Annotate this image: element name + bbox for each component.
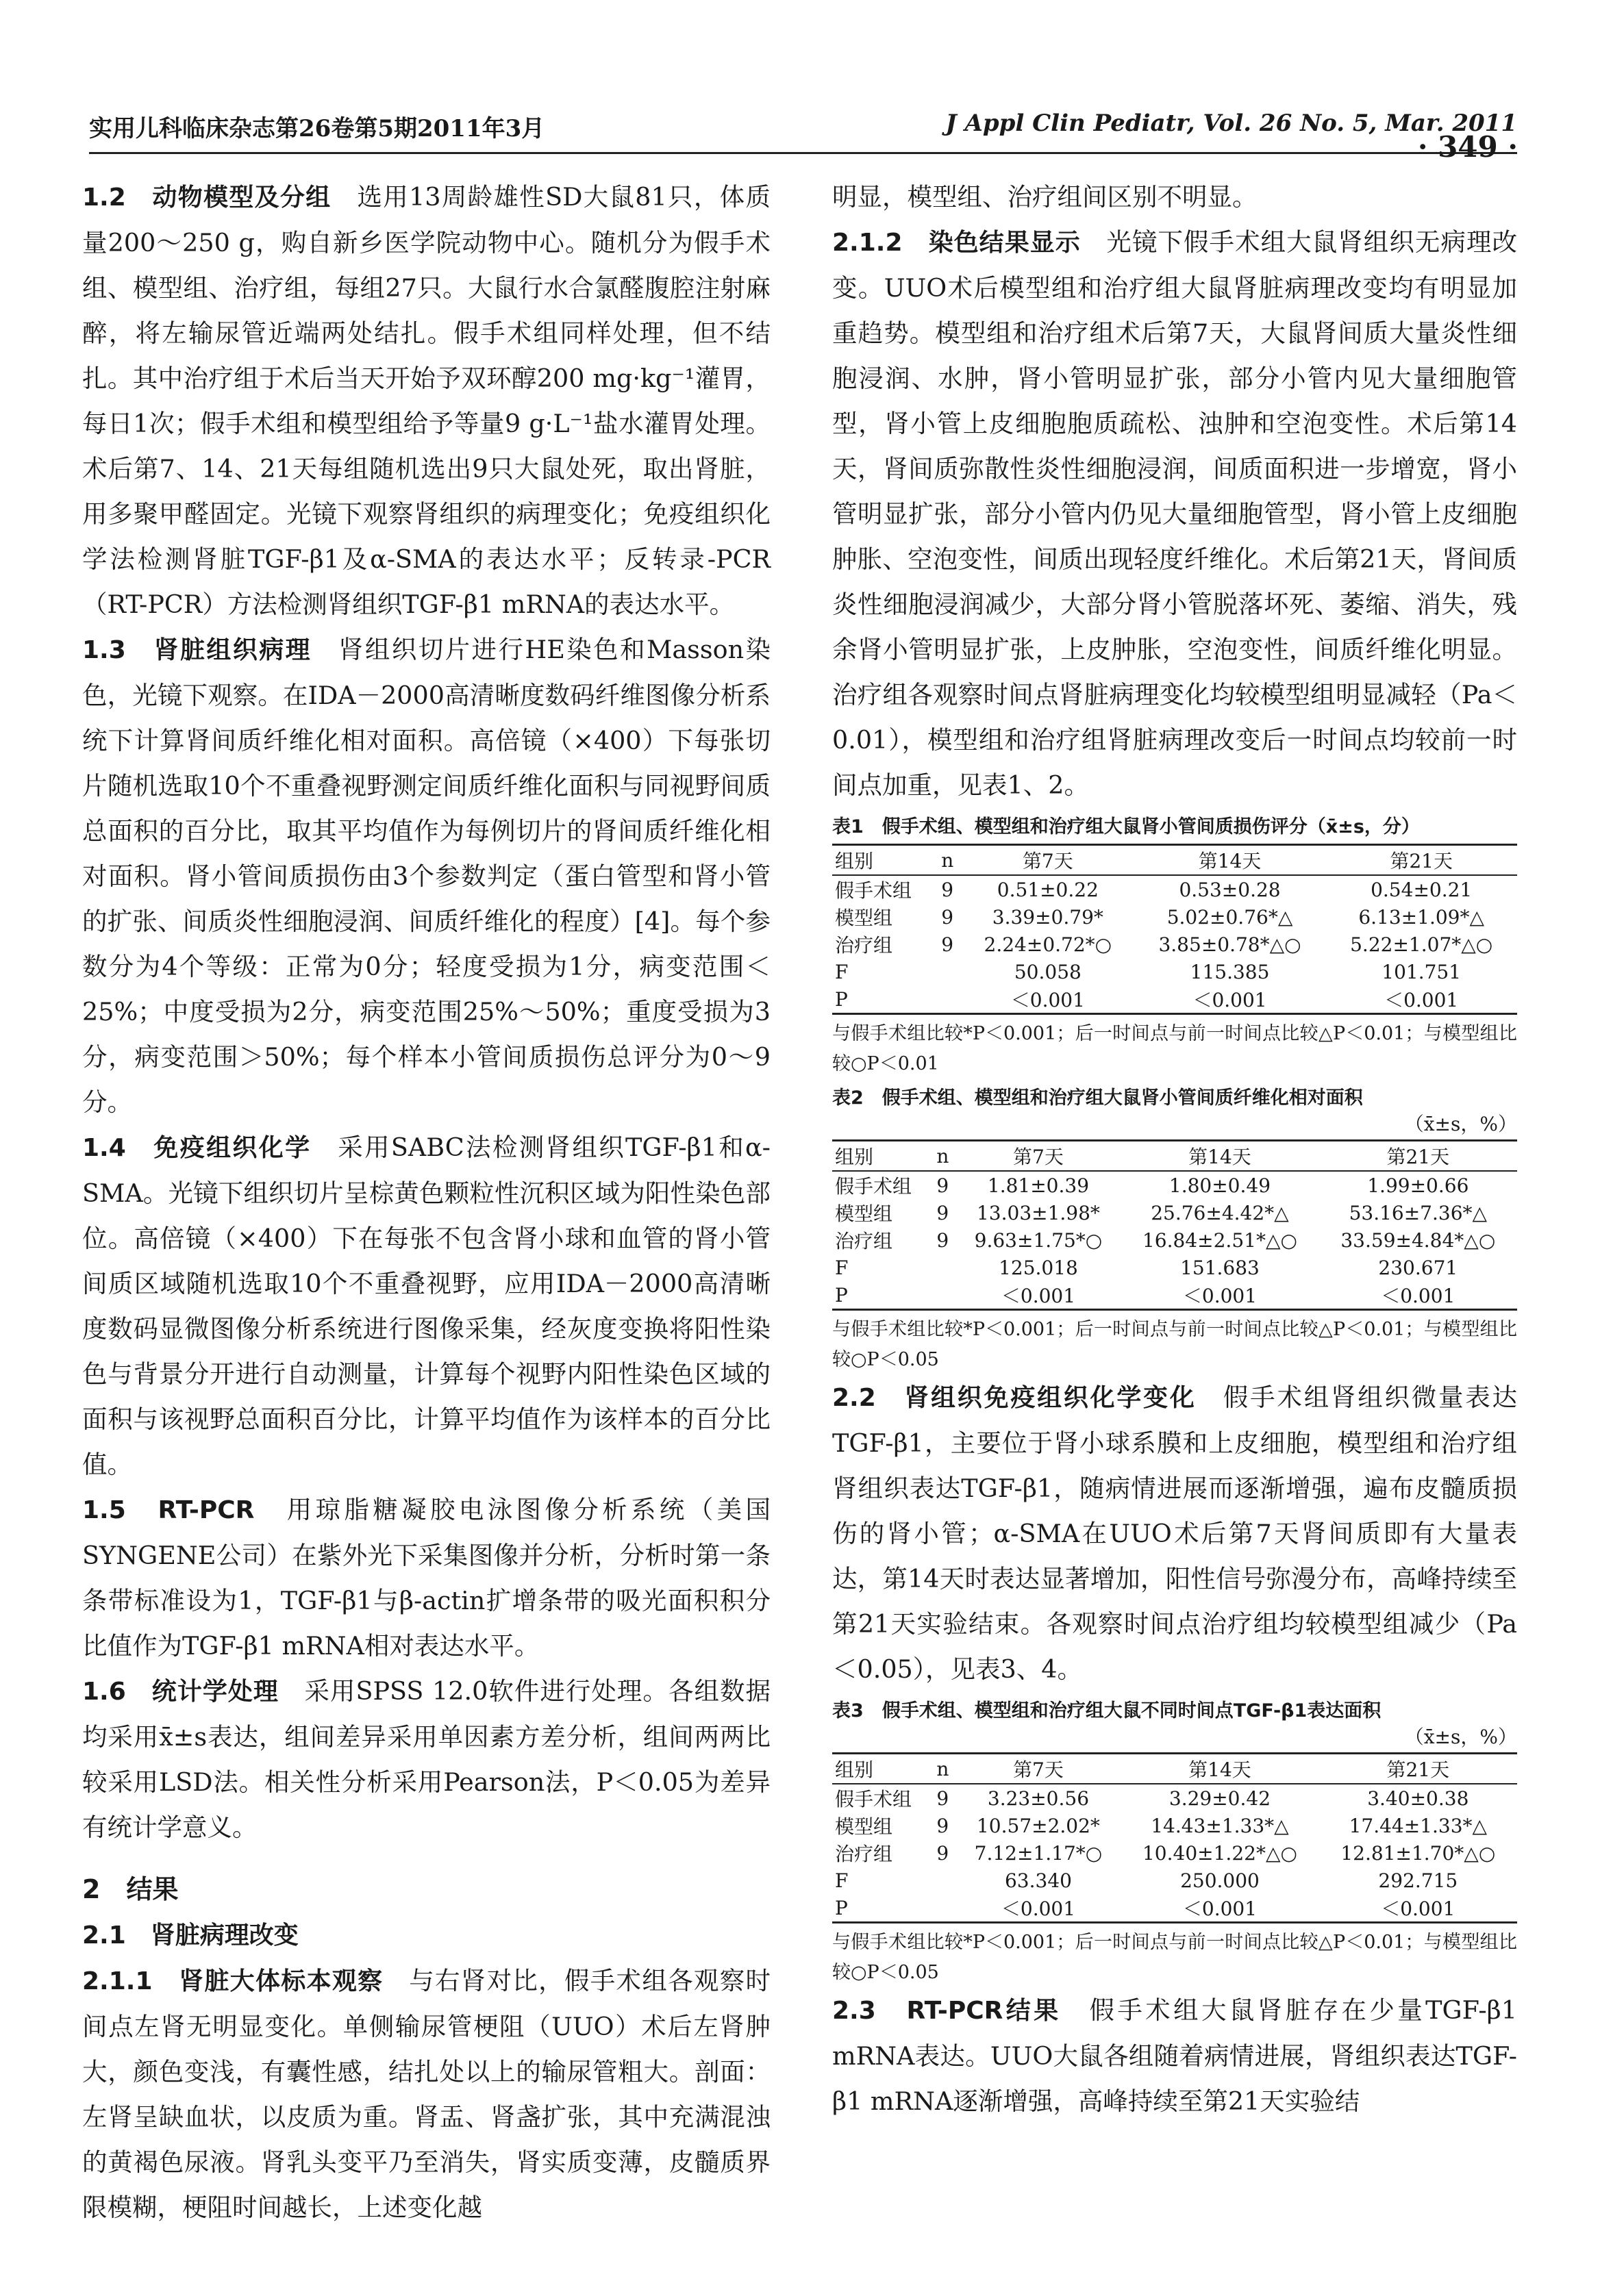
table-row [832,985,1517,1014]
table-cell: 假手术组 [835,879,912,902]
table-cell: 治疗组 [835,934,893,957]
table-cell: 9 [936,1201,949,1224]
table-cell: 9 [941,878,954,901]
table-cell: ＜0.001 [1121,1281,1318,1310]
section-1-6 [82,1669,771,1850]
table-header-cell: 第14天 [1121,1754,1318,1784]
section-1-4-text: 采用SABC法检测肾组织TGF-β1和α-SMA。光镜下组织切片呈棕黄色颗粒性沉积区域为阳性染色部位。高倍镜（×400）下在每张不包含肾小球和血管的肾小管间质区域随机选取10个不重叠视野，应用IDA－2000高清晰度数码显微图像分析系统进行图像采集，经灰度变换将阳性染色与背景分开进行自动测量，计算每个视野内阳性染色区域的面积与该视野总面积百分比，计算平均值作为该样本的百分比值。 [82,1133,771,1479]
table-cell: 模型组 [835,1202,893,1225]
table-row [832,1784,1517,1812]
table-cell: P [832,1894,934,1923]
table-row [832,1894,1517,1923]
section-1-3-text: 肾组织切片进行HE染色和Masson染色，光镜下观察。在IDA－2000高清晰度数码纤维图像分析系统下计算肾间质纤维化相对面积。高倍镜（×400）下每张切片随机选取10个不重叠视野测定间质纤维化面积与同视野间质总面积的百分比，取其平均值作为每例切片的肾间质纤维化相对面积。肾小管间质损伤由3个参数判定（蛋白管型和肾小管的扩张、间质炎性细胞浸润、间质纤维化的程度）[4]。每个参数分为4个等级：正常为0分；轻度受损为1分，病变范围＜25%；中度受损为2分，病变范围25%～50%；重度受损为3分，病变范围＞50%；每个样本小管间质损伤总评分为0～9分。 [82,635,771,1117]
table-1-grid [832,844,1517,1015]
table-cell: 1.81±0.39 [987,1174,1090,1197]
table-row [832,903,1517,931]
table-2 [832,1085,1517,1375]
table-header-cell: n [934,1754,955,1784]
table-cell: 9 [936,1228,949,1252]
table-cell: 9.63±1.75*○ [974,1228,1103,1252]
table-cell: 假手术组 [835,1175,912,1198]
table-cell: 3.40±0.38 [1367,1787,1469,1810]
table-cell: ＜0.001 [956,1894,1121,1923]
table-cell: 2.24±0.72*○ [984,933,1112,956]
section-2-1-2-text: 光镜下假手术组大鼠肾组织无病理改变。UUO术后模型组和治疗组大鼠肾脏病理改变均有明显加重趋势。模型组和治疗组术后第7天，大鼠肾间质大量炎性细胞浸润、水肿，肾小管明显扩张，部分小管内见大量细胞管型，肾小管上皮细胞胞质疏松、浊肿和空泡变性。术后第14天，肾间质弥散性炎性细胞浸润，间质面积进一步增宽，肾小管明显扩张，部分小管内仍见大量细胞管型，肾小管上皮细胞肿胀、空泡变性，间质出现轻度纤维化。术后第21天，肾间质炎性细胞浸润减少，大部分肾小管脱落坏死、萎缩、消失，残余肾小管明显扩张，上皮肿胀，空泡变性，间质纤维化明显。治疗组各观察时间点肾脏病理变化均较模型组明显减轻（Pa＜0.01），模型组和治疗组肾脏病理改变后一时间点均较前一时间点加重，见表1、2。 [832,227,1518,800]
continued-text: 明显，模型组、治疗组间区别不明显。 [832,182,1258,212]
table-row [832,1199,1517,1226]
table-3-caption: 表3 假手术组、模型组和治疗组大鼠不同时间点TGF-β1表达面积 [832,1700,1382,1721]
table-cell: 230.671 [1378,1256,1458,1279]
table-header-cell: 组别 [832,845,938,876]
table-cell: ＜0.001 [1325,985,1517,1014]
table-row [832,1812,1517,1839]
table-cell: 6.13±1.09*△ [1358,905,1485,929]
table-cell: ＜0.001 [1319,1894,1517,1923]
table-cell: 151.683 [1180,1256,1260,1279]
table-cell: 1.99±0.66 [1367,1174,1469,1197]
table-cell: 治疗组 [835,1843,893,1865]
table-2-unit: （x̄±s，%） [1404,1113,1517,1135]
table-3-unit: （x̄±s，%） [1404,1726,1517,1748]
table-cell [934,1254,955,1281]
table-cell: ＜0.001 [1319,1281,1517,1310]
table-cell [934,1894,955,1923]
table-cell: 25.76±4.42*△ [1151,1201,1289,1224]
section-2-1-heading: 2.1 肾脏病理改变 [82,1921,299,1950]
journal-issue-info: 实用儿科临床杂志第26卷第5期2011年3月 [89,115,545,142]
section-1-5 [82,1487,771,1669]
section-1-5-heading: 1.5 RT-PCR [82,1496,255,1524]
table-cell: 250.000 [1180,1869,1260,1892]
table-cell: 17.44±1.33*△ [1349,1814,1488,1837]
table-row [832,1867,1517,1894]
section-1-6-text: 采用SPSS 12.0软件进行处理。各组数据均采用x̄±s表达，组间差异采用单因素方差分析，组间两两比较采用LSD法。相关性分析采用Pearson法，P＜0.05为差异有统计学意义。 [82,1676,771,1842]
section-2-1-1-text: 与右肾对比，假手术组各观察时间点左肾无明显变化。单侧输尿管梗阻（UUO）术后左肾肿大，颜色变浅，有囊性感，结扎处以上的输尿管粗大。剖面：左肾呈缺血状，以皮质为重。肾盂、肾盏扩张，其中充满混浊的黄褐色尿液。肾乳头变平乃至消失，肾实质变薄，皮髓质界限模糊，梗阻时间越长，上述变化越 [82,1966,771,2222]
section-1-2-text: 选用13周龄雄性SD大鼠81只，体质量200～250 g，购自新乡医学院动物中心。随机分为假手术组、模型组、治疗组，每组27只。大鼠行水合氯醛腹腔注射麻醉，将左输尿管近端两处结扎。假手术组同样处理，但不结扎。其中治疗组于术后当天开始予双环醇200 mg·kg⁻¹灌胃，每日1次；假手术组和模型组给予等量9 g·L⁻¹盐水灌胃处理。术后第7、14、21天每组随机选出9只大鼠处死，取出肾脏，用多聚甲醛固定。光镜下观察肾组织的病理变化；免疫组织化学法检测肾脏TGF-β1及α-SMA的表达水平；反转录-PCR（RT-PCR）方法检测肾组织TGF-β1 mRNA的表达水平。 [82,182,771,619]
table-cell: 5.02±0.76*△ [1166,905,1293,929]
table-cell: 14.43±1.33*△ [1151,1814,1289,1837]
section-2-1-1 [82,1958,771,2230]
table-3 [832,1698,1517,1988]
table-cell: 33.59±4.84*△○ [1340,1228,1496,1252]
table-cell: 53.16±7.36*△ [1349,1201,1488,1224]
table-cell: P [832,985,938,1014]
table-cell: 12.81±1.70*△○ [1340,1841,1496,1865]
table-cell: 9 [936,1814,949,1837]
section-2-3-text: 假手术组大鼠肾脏存在少量TGF-β1 mRNA表达。UUO大鼠各组随着病情进展，肾组织表达TGF-β1 mRNA逐渐增强，高峰持续至第21天实验结 [832,1995,1517,2116]
section-1-5-text: 用琼脂糖凝胶电泳图像分析系统（美国SYNGENE公司）在紫外光下采集图像并分析，分析时第一条条带标准设为1，TGF-β1与β-actin扩增条带的吸光面积积分比值作为TGF-β1 mRNA相对表达水平。 [82,1495,771,1661]
table-cell: 16.84±2.51*△○ [1142,1228,1297,1252]
table-cell: ＜0.001 [1121,1894,1318,1923]
table-3-grid [832,1752,1517,1923]
table-cell: ＜0.001 [962,985,1134,1014]
table-cell: 115.385 [1190,960,1270,983]
table-header-cell: 第21天 [1319,1141,1517,1172]
table-cell: 模型组 [835,1815,893,1838]
table-cell: F [835,1256,849,1279]
table-header-cell: 第21天 [1325,845,1517,876]
left-column [82,175,771,2230]
table-cell: 9 [941,933,954,956]
table-cell: 0.54±0.21 [1371,878,1473,901]
running-header [89,103,1517,151]
table-cell: 模型组 [835,907,893,929]
table-cell: 9 [936,1787,949,1810]
table-cell: 13.03±1.98* [976,1201,1100,1224]
table-header-cell: 组别 [832,1141,934,1172]
section-2-3 [832,1988,1517,2124]
table-cell: 1.80±0.49 [1168,1174,1271,1197]
table-2-caption: 表2 假手术组、模型组和治疗组大鼠肾小管间质纤维化相对面积 [832,1087,1363,1109]
section-2-3-heading: 2.3 RT-PCR结果 [832,1997,1062,2025]
table-header-cell: 第21天 [1319,1754,1517,1784]
table-cell [934,1281,955,1310]
table-cell: 3.85±0.78*△○ [1158,933,1301,956]
page-number: · 349 · [1417,130,1518,164]
section-1-6-heading: 1.6 统计学处理 [82,1678,279,1706]
table-row [832,1839,1517,1867]
table-2-footnote: 与假手术组比较*P＜0.001；后一时间点与前一时间点比较△P＜0.01；与模型组比较○P＜0.05 [832,1319,1517,1370]
table-cell: 10.40±1.22*△○ [1142,1841,1297,1865]
section-2-1-1-heading: 2.1.1 肾脏大体标本观察 [82,1967,384,1995]
table-cell: ＜0.001 [956,1281,1121,1310]
table-cell: 125.018 [999,1256,1078,1279]
table-row [832,875,1517,903]
table-header-cell: n [938,845,962,876]
table-cell: 假手术组 [835,1788,912,1811]
table-row [832,931,1517,958]
table-cell [938,958,962,985]
table-cell: F [835,960,849,983]
table-cell [938,985,962,1014]
table-row [832,1254,1517,1281]
section-2-2-heading: 2.2 肾组织免疫组织化学变化 [832,1384,1197,1412]
section-1-3 [82,627,771,1125]
table-cell: 9 [941,905,954,929]
table-header-cell: 组别 [832,1754,934,1784]
table-cell: ＜0.001 [1134,985,1326,1014]
table-cell: 50.058 [1014,960,1082,983]
table-cell: 9 [936,1841,949,1865]
table-cell: P [832,1281,934,1310]
table-header-cell: 第7天 [962,845,1134,876]
table-row [832,1226,1517,1254]
journal-english-citation: J Appl Clin Pediatr, Vol. 26 No. 5, Mar. 2011 [945,110,1517,137]
table-cell: 3.39±0.79* [992,905,1103,929]
table-cell: 5.22±1.07*△○ [1350,933,1493,956]
section-2-1-2-heading: 2.1.2 染色结果显示 [832,229,1081,257]
table-cell: 0.53±0.28 [1179,878,1281,901]
table-cell [934,1867,955,1894]
section-1-2 [82,175,771,627]
table-1 [832,813,1517,1079]
table-row [832,1171,1517,1199]
table-row [832,1281,1517,1310]
table-cell: 10.57±2.02* [976,1814,1100,1837]
table-header-cell: 第14天 [1121,1141,1318,1172]
table-3-footnote: 与假手术组比较*P＜0.001；后一时间点与前一时间点比较△P＜0.01；与模型组比较○P＜0.05 [832,1932,1517,1983]
table-cell: 治疗组 [835,1230,893,1252]
table-2-grid [832,1139,1517,1311]
table-header-cell: 第14天 [1134,845,1326,876]
table-cell: 292.715 [1378,1869,1458,1892]
table-cell: 0.51±0.22 [997,878,1099,901]
table-header-cell: n [934,1141,955,1172]
table-cell: F [835,1869,849,1892]
section-2-heading: 2 结果 [82,1874,179,1904]
section-2-1-2 [832,220,1517,808]
table-cell: 7.12±1.17*○ [974,1841,1103,1865]
table-cell: 63.340 [1004,1869,1072,1892]
table-cell: 9 [936,1174,949,1197]
table-cell: 3.23±0.56 [987,1787,1090,1810]
section-2-2-text: 假手术组肾组织微量表达TGF-β1，主要位于肾小球系膜和上皮细胞，模型组和治疗组肾组织表达TGF-β1，随病情进展而逐渐增强，遍布皮髓质损伤的肾小管；α-SMA在UUO术后第7天肾间质即有大量表达，第14天时表达显著增加，阳性信号弥漫分布，高峰持续至第21天实验结束。各观察时间点治疗组均较模型组减少（Pa＜0.05），见表3、4。 [832,1383,1518,1684]
table-1-footnote: 与假手术组比较*P＜0.001；后一时间点与前一时间点比较△P＜0.01；与模型组比较○P＜0.01 [832,1023,1517,1074]
table-cell: 3.29±0.42 [1168,1787,1271,1810]
table-header-cell: 第7天 [956,1141,1121,1172]
section-2-2 [832,1375,1517,1692]
table-cell: 101.751 [1382,960,1462,983]
section-1-4 [82,1125,771,1487]
section-1-3-heading: 1.3 肾脏组织病理 [82,636,312,664]
section-1-2-heading: 1.2 动物模型及分组 [82,184,332,212]
section-1-4-heading: 1.4 免疫组织化学 [82,1134,312,1162]
table-row [832,958,1517,985]
header-rule [89,152,1517,154]
table-header-cell: 第7天 [956,1754,1121,1784]
right-column [832,175,1517,2124]
table-1-caption: 表1 假手术组、模型组和治疗组大鼠肾小管间质损伤评分（x̄±s，分） [832,816,1420,837]
